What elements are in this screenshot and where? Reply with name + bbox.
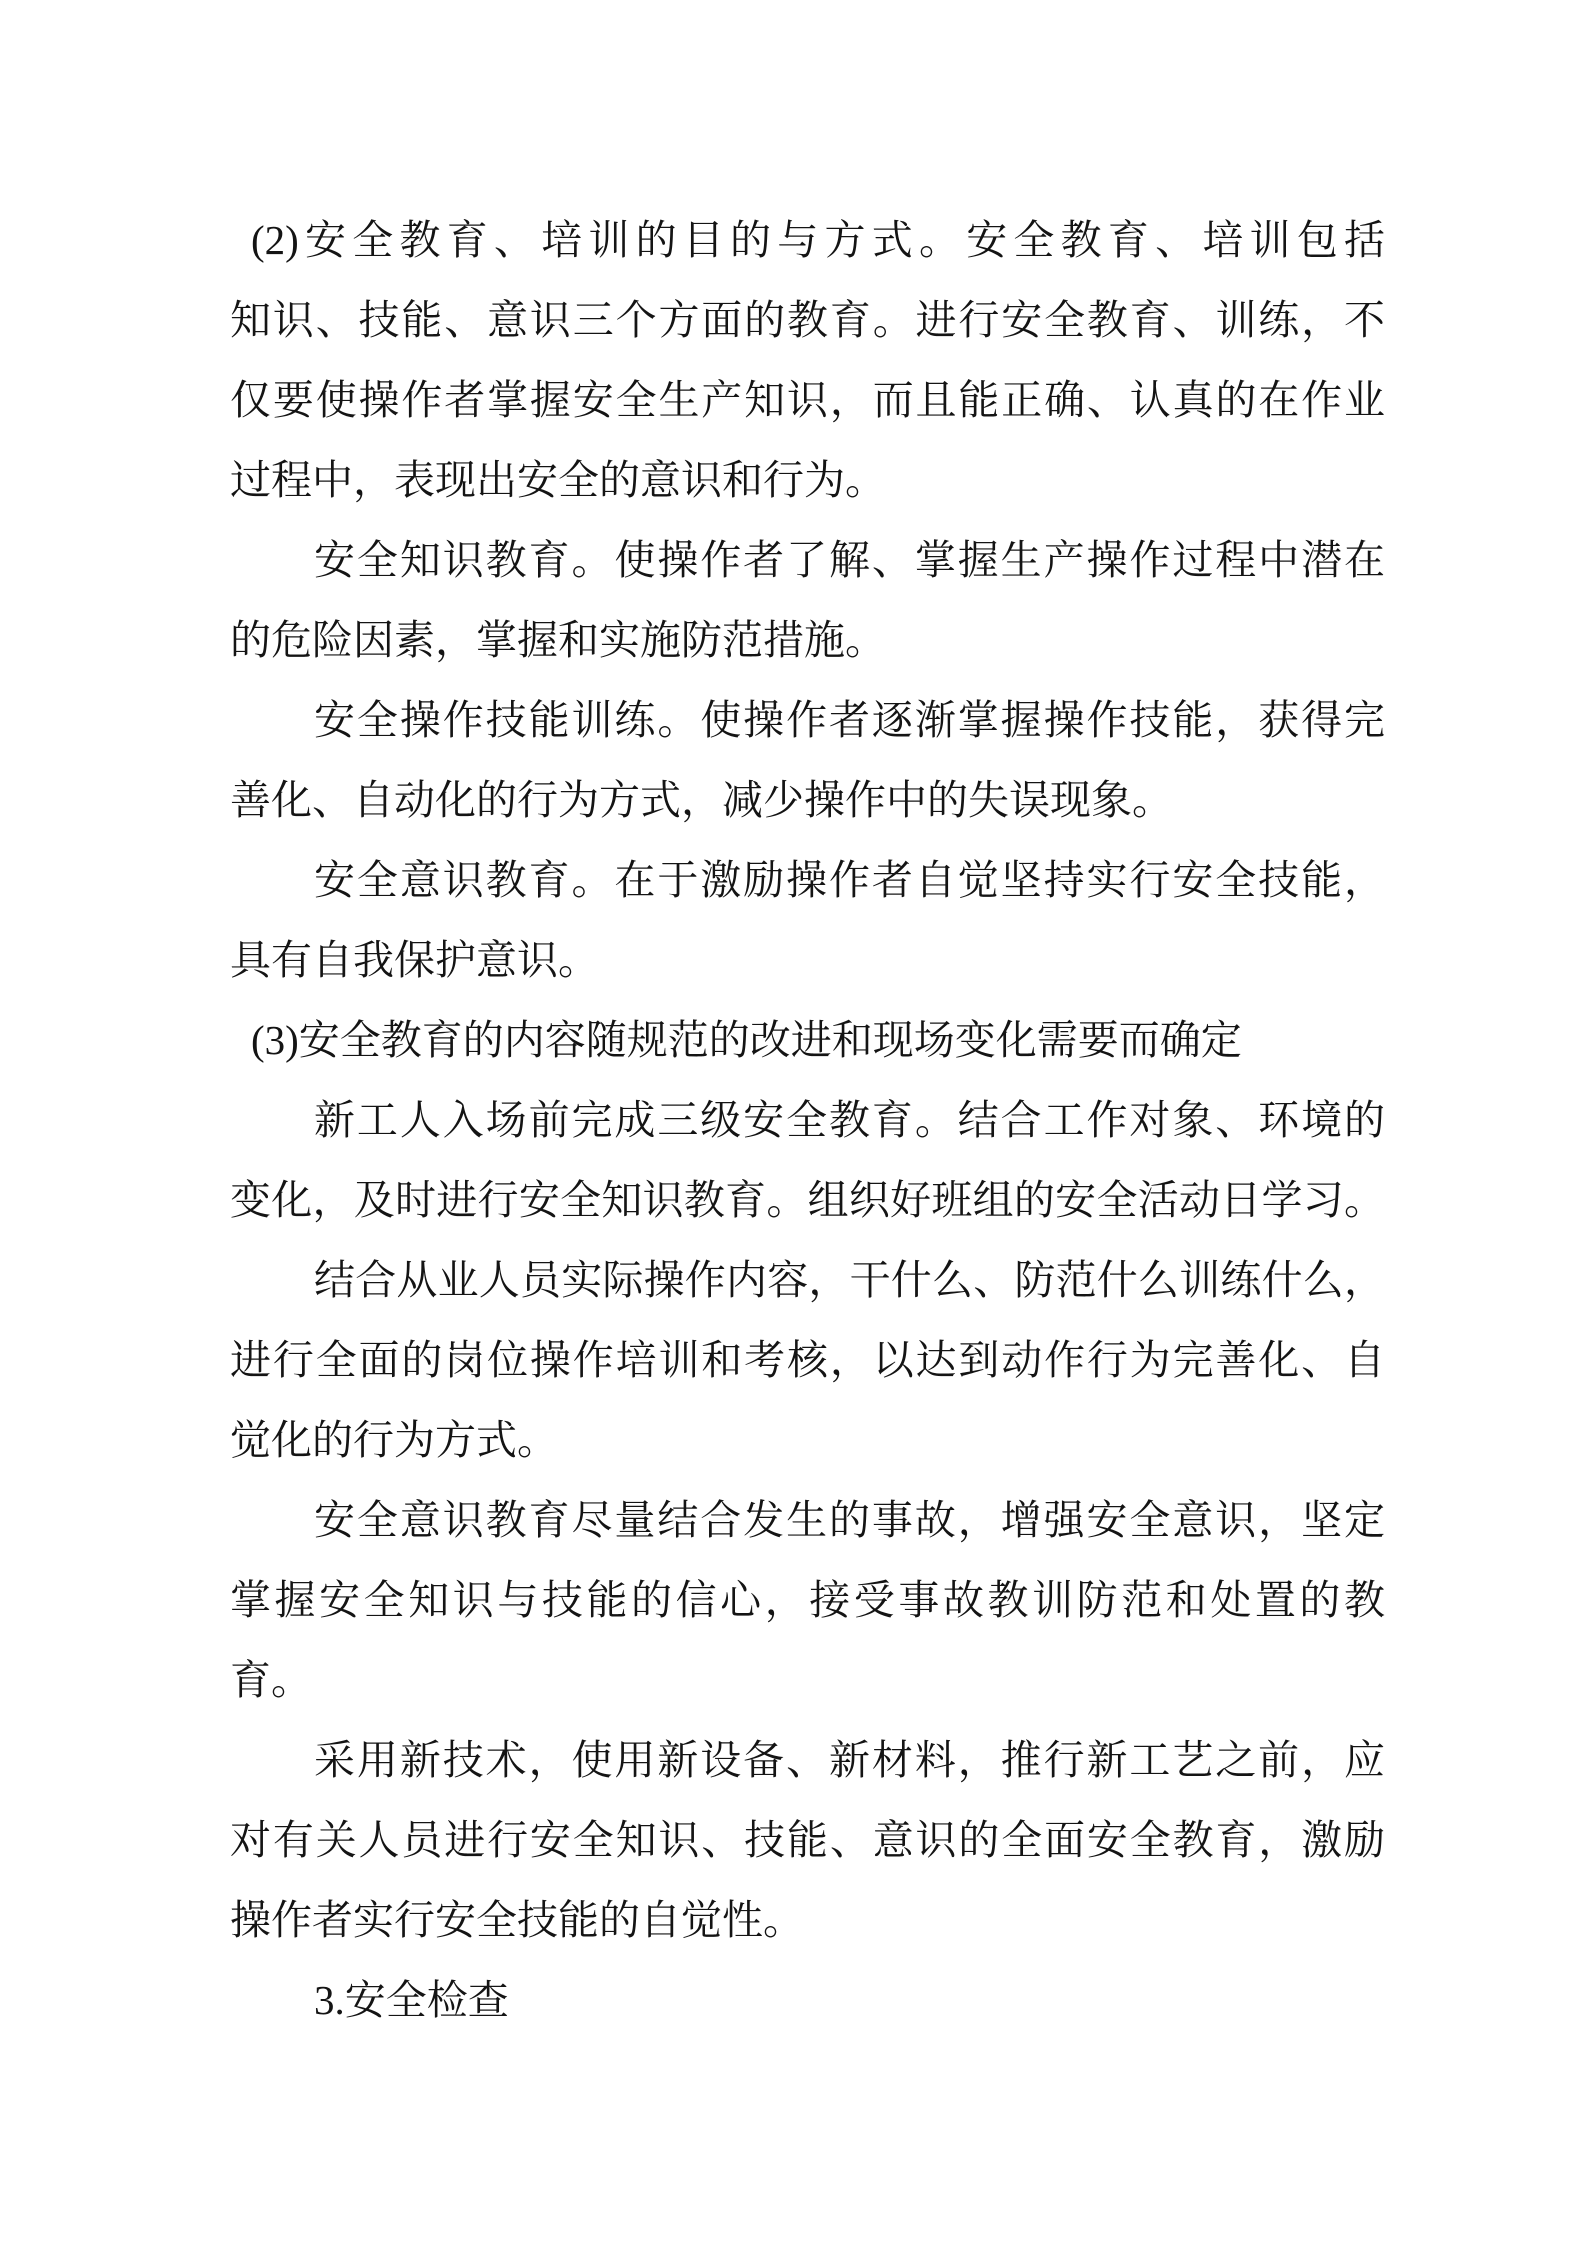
text-line: 操作者实行安全技能的自觉性。 [230, 1897, 804, 1943]
text-line: 安全意识教育。在于激励操作者自觉坚持实行安全技能， [314, 857, 1385, 903]
text-line: 进行全面的岗位操作培训和考核，以达到动作行为完善化、自 [230, 1337, 1385, 1383]
text-line: 过程中，表现出安全的意识和行为。 [230, 457, 886, 503]
text-line: 育。 [230, 1657, 312, 1703]
text-line: 知识、技能、意识三个方面的教育。进行安全教育、训练，不 [230, 297, 1385, 343]
text-line: 结合从业人员实际操作内容，干什么、防范什么训练什么， [314, 1257, 1385, 1303]
text-line: 仅要使操作者掌握安全生产知识，而且能正确、认真的在作业 [230, 377, 1385, 423]
text-line: 新工人入场前完成三级安全教育。结合工作对象、环境的 [314, 1097, 1385, 1143]
text-line: 3.安全检查 [314, 1977, 509, 2023]
text-line: 觉化的行为方式。 [230, 1417, 558, 1463]
text-line: 善化、自动化的行为方式，减少操作中的失误现象。 [230, 777, 1173, 823]
text-block [230, 200, 1385, 2040]
text-line: 变化，及时进行安全知识教育。组织好班组的安全活动日学习。 [230, 1177, 1385, 1223]
text-line: (2)安全教育、培训的目的与方式。安全教育、培训包括 [251, 217, 1385, 263]
text-line: 的危险因素，掌握和实施防范措施。 [230, 617, 886, 663]
text-line: 具有自我保护意识。 [230, 937, 599, 983]
text-line: 采用新技术，使用新设备、新材料，推行新工艺之前，应 [314, 1737, 1385, 1783]
text-line: 安全操作技能训练。使操作者逐渐掌握操作技能，获得完 [314, 697, 1385, 743]
text-line: 安全知识教育。使操作者了解、掌握生产操作过程中潜在 [314, 537, 1385, 583]
text-line: 对有关人员进行安全知识、技能、意识的全面安全教育，激励 [230, 1817, 1385, 1863]
text-line: 掌握安全知识与技能的信心，接受事故教训防范和处置的教 [230, 1577, 1385, 1623]
text-line: (3)安全教育的内容随规范的改进和现场变化需要而确定 [251, 1017, 1242, 1063]
text-line: 安全意识教育尽量结合发生的事故，增强安全意识，坚定 [314, 1497, 1385, 1543]
